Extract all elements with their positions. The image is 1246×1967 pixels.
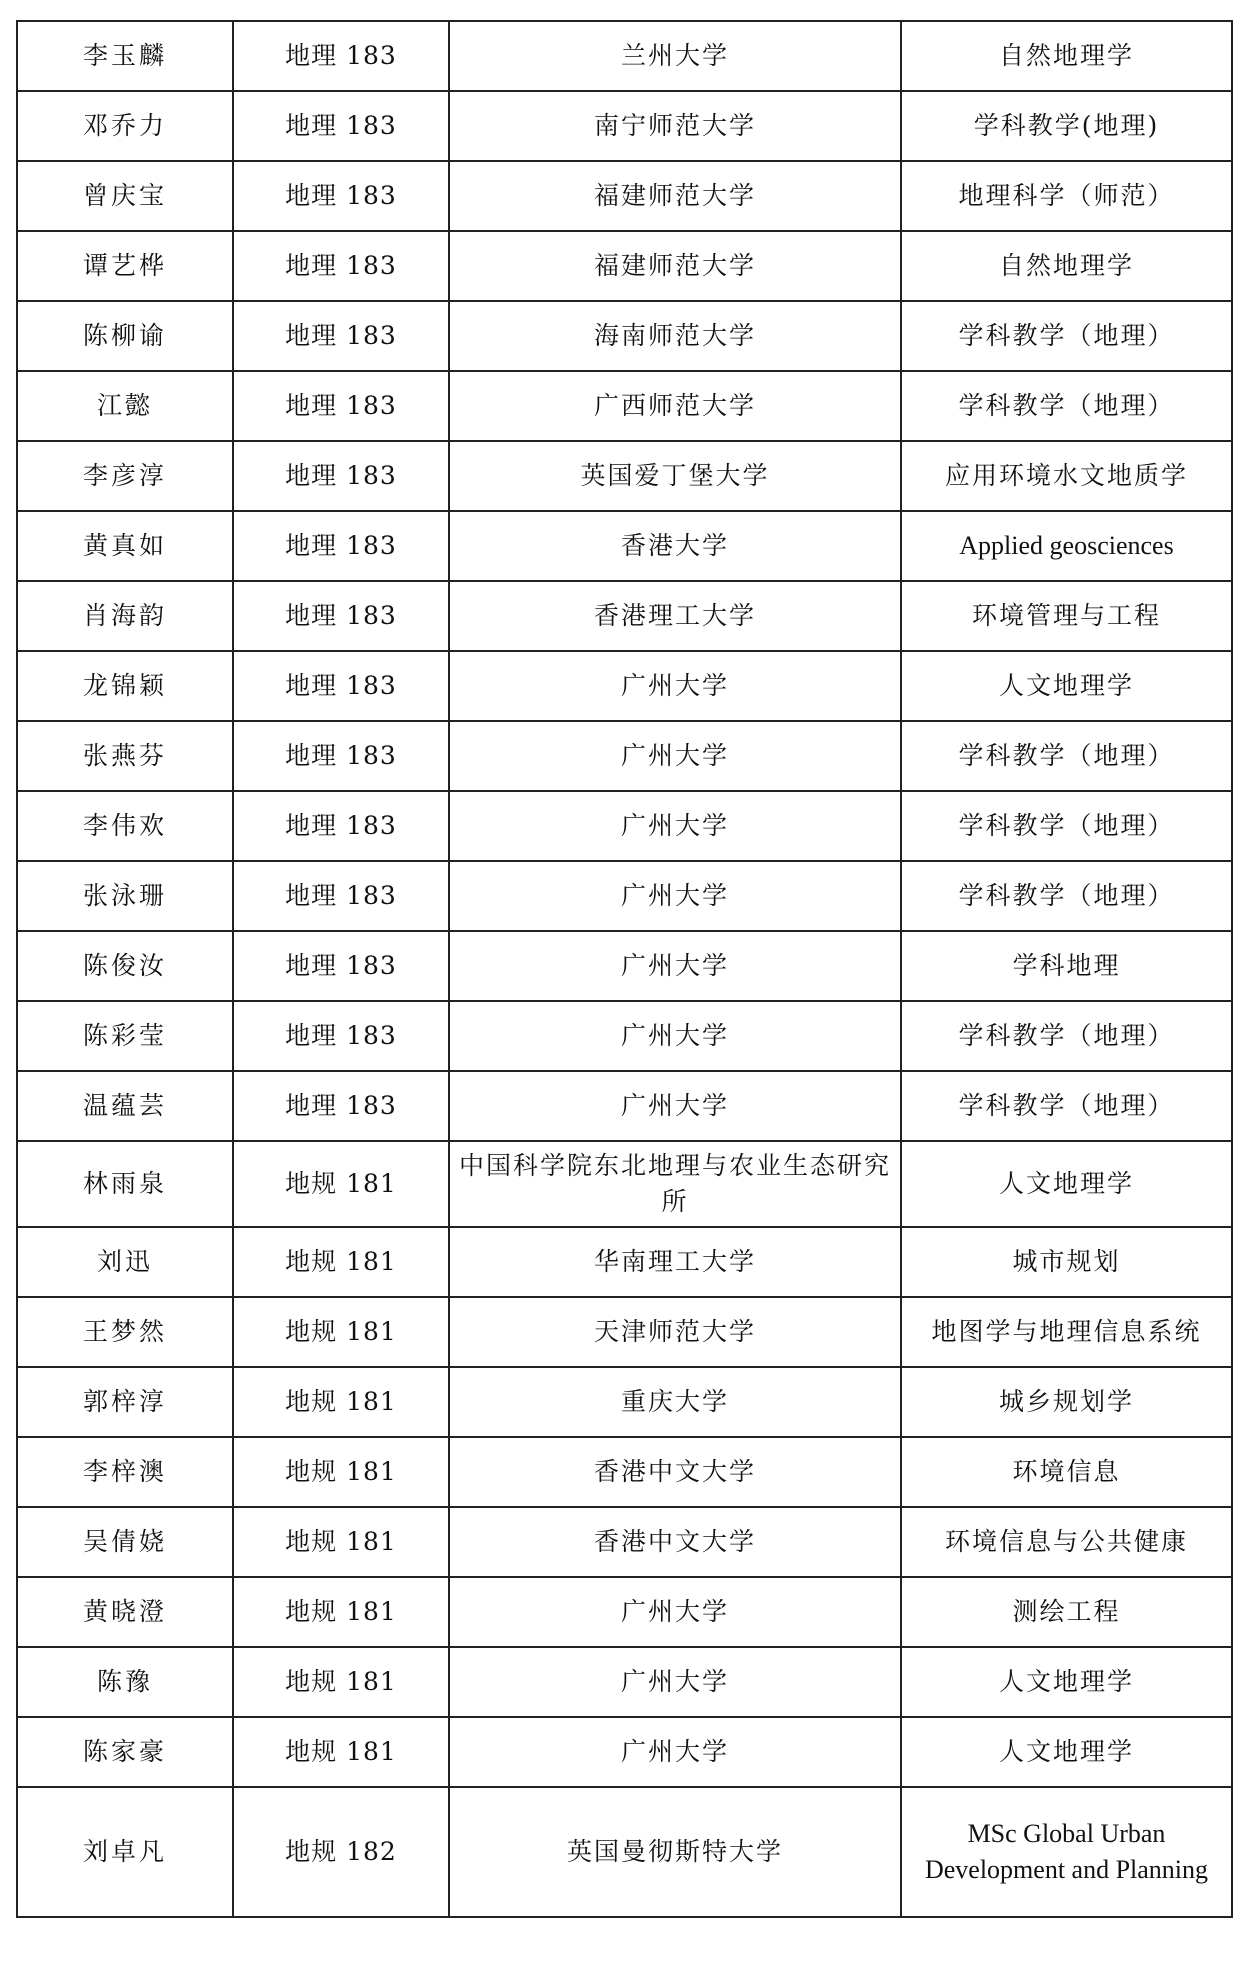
class-cell: 地规 181 — [233, 1297, 449, 1367]
class-cell: 地规 181 — [233, 1227, 449, 1297]
school-cell: 福建师范大学 — [449, 161, 901, 231]
school-cell: 广州大学 — [449, 651, 901, 721]
student-name-cell: 王梦然 — [17, 1297, 233, 1367]
table-row — [17, 1437, 1232, 1507]
table-body — [17, 21, 1232, 1917]
table-row — [17, 161, 1232, 231]
school-cell: 广州大学 — [449, 791, 901, 861]
student-name-cell: 郭梓淳 — [17, 1367, 233, 1437]
class-cell: 地理 183 — [233, 721, 449, 791]
school-cell: 广州大学 — [449, 931, 901, 1001]
student-name-cell: 龙锦颖 — [17, 651, 233, 721]
major-cell: 环境管理与工程 — [901, 581, 1232, 651]
class-cell: 地规 182 — [233, 1787, 449, 1917]
student-name-cell: 李彦淳 — [17, 441, 233, 511]
student-name-cell: 吴倩娆 — [17, 1507, 233, 1577]
class-cell: 地规 181 — [233, 1141, 449, 1227]
major-cell: 学科教学（地理） — [901, 1001, 1232, 1071]
major-cell: 学科教学（地理） — [901, 1071, 1232, 1141]
student-name-cell: 温蕴芸 — [17, 1071, 233, 1141]
table-row — [17, 1141, 1232, 1227]
major-cell: 人文地理学 — [901, 1717, 1232, 1787]
major-cell: 测绘工程 — [901, 1577, 1232, 1647]
table-row — [17, 301, 1232, 371]
major-cell: 学科教学（地理） — [901, 721, 1232, 791]
school-cell: 重庆大学 — [449, 1367, 901, 1437]
major-cell: 学科教学（地理） — [901, 301, 1232, 371]
table-row — [17, 1367, 1232, 1437]
table-row — [17, 1717, 1232, 1787]
school-cell: 广西师范大学 — [449, 371, 901, 441]
class-cell: 地规 181 — [233, 1507, 449, 1577]
class-cell: 地理 183 — [233, 1001, 449, 1071]
school-cell: 中国科学院东北地理与农业生态研究所 — [449, 1141, 901, 1227]
major-cell: 学科教学（地理） — [901, 861, 1232, 931]
graduate-admissions-table — [16, 20, 1233, 1918]
table-row — [17, 1787, 1232, 1917]
school-cell: 南宁师范大学 — [449, 91, 901, 161]
class-cell: 地规 181 — [233, 1717, 449, 1787]
student-name-cell: 陈豫 — [17, 1647, 233, 1717]
student-name-cell: 黄真如 — [17, 511, 233, 581]
table-row — [17, 441, 1232, 511]
class-cell: 地理 183 — [233, 441, 449, 511]
major-cell: 地图学与地理信息系统 — [901, 1297, 1232, 1367]
school-cell: 广州大学 — [449, 861, 901, 931]
school-cell: 广州大学 — [449, 1001, 901, 1071]
student-name-cell: 陈柳谕 — [17, 301, 233, 371]
student-name-cell: 江懿 — [17, 371, 233, 441]
student-name-cell: 陈俊汝 — [17, 931, 233, 1001]
major-cell: 学科地理 — [901, 931, 1232, 1001]
student-name-cell: 曾庆宝 — [17, 161, 233, 231]
class-cell: 地理 183 — [233, 91, 449, 161]
school-cell: 兰州大学 — [449, 21, 901, 91]
table-row — [17, 651, 1232, 721]
table-row — [17, 1647, 1232, 1717]
student-name-cell: 邓乔力 — [17, 91, 233, 161]
student-name-cell: 谭艺桦 — [17, 231, 233, 301]
school-cell: 天津师范大学 — [449, 1297, 901, 1367]
table-row — [17, 91, 1232, 161]
student-name-cell: 陈彩莹 — [17, 1001, 233, 1071]
table-row — [17, 1297, 1232, 1367]
major-cell: 自然地理学 — [901, 231, 1232, 301]
student-name-cell: 林雨泉 — [17, 1141, 233, 1227]
student-name-cell: 黄晓澄 — [17, 1577, 233, 1647]
school-cell: 香港中文大学 — [449, 1437, 901, 1507]
major-cell: 人文地理学 — [901, 651, 1232, 721]
class-cell: 地理 183 — [233, 301, 449, 371]
class-cell: 地理 183 — [233, 231, 449, 301]
table-row — [17, 1577, 1232, 1647]
major-cell: 学科教学（地理） — [901, 791, 1232, 861]
major-cell: MSc Global Urban Development and Planning — [901, 1787, 1232, 1917]
class-cell: 地理 183 — [233, 371, 449, 441]
student-name-cell: 刘卓凡 — [17, 1787, 233, 1917]
school-cell: 福建师范大学 — [449, 231, 901, 301]
major-cell: 地理科学（师范） — [901, 161, 1232, 231]
student-name-cell: 张泳珊 — [17, 861, 233, 931]
class-cell: 地规 181 — [233, 1647, 449, 1717]
school-cell: 广州大学 — [449, 1717, 901, 1787]
major-cell: 自然地理学 — [901, 21, 1232, 91]
class-cell: 地理 183 — [233, 791, 449, 861]
student-name-cell: 李伟欢 — [17, 791, 233, 861]
table-row — [17, 931, 1232, 1001]
table-row — [17, 511, 1232, 581]
student-name-cell: 陈家豪 — [17, 1717, 233, 1787]
table-row — [17, 1507, 1232, 1577]
school-cell: 华南理工大学 — [449, 1227, 901, 1297]
student-name-cell: 刘迅 — [17, 1227, 233, 1297]
school-cell: 广州大学 — [449, 1577, 901, 1647]
school-cell: 英国曼彻斯特大学 — [449, 1787, 901, 1917]
class-cell: 地规 181 — [233, 1437, 449, 1507]
table-row — [17, 581, 1232, 651]
student-name-cell: 李梓澳 — [17, 1437, 233, 1507]
student-name-cell: 张燕芬 — [17, 721, 233, 791]
major-cell: 学科教学（地理） — [901, 371, 1232, 441]
table-row — [17, 721, 1232, 791]
major-cell: 环境信息 — [901, 1437, 1232, 1507]
class-cell: 地理 183 — [233, 651, 449, 721]
school-cell: 广州大学 — [449, 1647, 901, 1717]
school-cell: 广州大学 — [449, 1071, 901, 1141]
school-cell: 香港理工大学 — [449, 581, 901, 651]
class-cell: 地理 183 — [233, 161, 449, 231]
major-cell: 学科教学(地理) — [901, 91, 1232, 161]
class-cell: 地规 181 — [233, 1367, 449, 1437]
major-cell: 环境信息与公共健康 — [901, 1507, 1232, 1577]
table-row — [17, 1001, 1232, 1071]
table-row — [17, 231, 1232, 301]
school-cell: 广州大学 — [449, 721, 901, 791]
major-cell: 人文地理学 — [901, 1141, 1232, 1227]
class-cell: 地理 183 — [233, 511, 449, 581]
school-cell: 香港中文大学 — [449, 1507, 901, 1577]
table-row — [17, 791, 1232, 861]
table-row — [17, 1227, 1232, 1297]
school-cell: 英国爱丁堡大学 — [449, 441, 901, 511]
school-cell: 香港大学 — [449, 511, 901, 581]
major-cell: 人文地理学 — [901, 1647, 1232, 1717]
class-cell: 地理 183 — [233, 21, 449, 91]
major-cell: 应用环境水文地质学 — [901, 441, 1232, 511]
table-row — [17, 371, 1232, 441]
class-cell: 地理 183 — [233, 581, 449, 651]
table-row — [17, 1071, 1232, 1141]
student-name-cell: 李玉麟 — [17, 21, 233, 91]
student-name-cell: 肖海韵 — [17, 581, 233, 651]
class-cell: 地理 183 — [233, 861, 449, 931]
class-cell: 地理 183 — [233, 931, 449, 1001]
class-cell: 地理 183 — [233, 1071, 449, 1141]
class-cell: 地规 181 — [233, 1577, 449, 1647]
table-row — [17, 21, 1232, 91]
table-row — [17, 861, 1232, 931]
major-cell: Applied geosciences — [901, 511, 1232, 581]
school-cell: 海南师范大学 — [449, 301, 901, 371]
major-cell: 城市规划 — [901, 1227, 1232, 1297]
major-cell: 城乡规划学 — [901, 1367, 1232, 1437]
